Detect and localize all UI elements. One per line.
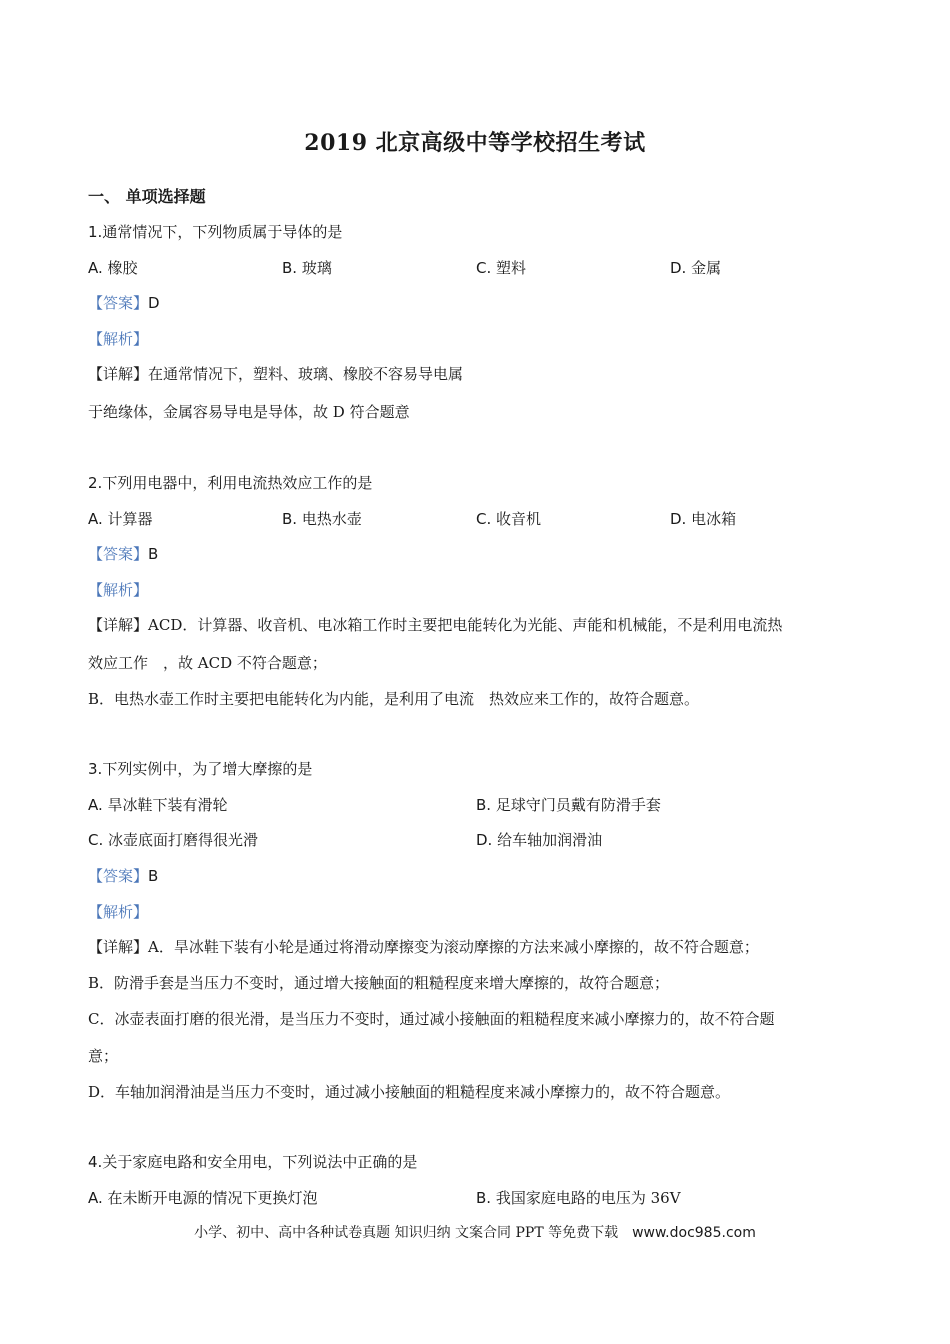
question-3-option-a: A. 旱冰鞋下装有滑轮 (88, 796, 228, 814)
question-4-option-a: A. 在未断开电源的情况下更换灯泡 (88, 1189, 318, 1207)
question-3-detail-c-cont: 意； (88, 1047, 119, 1065)
question-2-detail: 【详解】ACD．计算器、收音机、电冰箱工作时主要把电能转化为光能、声能和机械能，不是利用电流热 (88, 616, 783, 634)
section-heading: 一、 单项选择题 (88, 187, 206, 206)
question-2-detail-b: B．电热水壶工作时主要把电能转化为内能，是利用了电流 热效应来工作的，故符合题意。 (88, 690, 700, 708)
question-3-option-b: B. 足球守门员戴有防滑手套 (476, 796, 661, 814)
footer-text: 小学、初中、高中各种试卷真题 知识归纳 文案合同 PPT 等免费下载 (194, 1225, 619, 1241)
question-4-option-b: B. 我国家庭电路的电压为 36V (476, 1189, 681, 1207)
question-3-option-c: C. 冰壶底面打磨得很光滑 (88, 831, 259, 849)
question-3-detail: 【详解】A．旱冰鞋下装有小轮是通过将滑动摩擦变为滚动摩擦的方法来减小摩擦的，故不符合题意； (88, 938, 759, 956)
question-2-option-d: D. 电冰箱 (670, 510, 737, 528)
question-3-option-d: D. 给车轴加润滑油 (476, 831, 603, 849)
question-3-detail-d: D．车轴加润滑油是当压力不变时，通过减小接触面的粗糙程度来减小摩擦力的，故不符合题意。 (88, 1083, 731, 1101)
question-1-answer: 【答案】D (88, 294, 160, 312)
question-3-analysis-label: 【解析】 (88, 903, 149, 921)
question-2-option-b: B. 电热水壶 (282, 510, 362, 528)
question-4-stem: 4.关于家庭电路和安全用电，下列说法中正确的是 (88, 1153, 418, 1171)
question-1-stem: 1.通常情况下，下列物质属于导体的是 (88, 223, 343, 241)
question-2-detail-cont: 效应工作 ，故 ACD 不符合题意； (88, 654, 327, 672)
question-1-detail: 【详解】在通常情况下，塑料、玻璃、橡胶不容易导电属 (88, 365, 464, 383)
question-2-option-c: C. 收音机 (476, 510, 542, 528)
page-footer (0, 1222, 950, 1242)
question-1-option-d: D. 金属 (670, 259, 722, 277)
question-1-option-b: B. 玻璃 (282, 259, 332, 277)
question-3-stem: 3.下列实例中，为了增大摩擦的是 (88, 760, 313, 778)
question-1-detail-cont: 于绝缘体，金属容易导电是导体，故 D 符合题意 (88, 403, 410, 421)
question-3-detail-c: C．冰壶表面打磨的很光滑，是当压力不变时，通过减小接触面的粗糙程度来减小摩擦力的，故不符合题 (88, 1010, 775, 1028)
exam-title: 2019 北京高级中等学校招生考试 (304, 130, 646, 156)
question-2-stem: 2.下列用电器中，利用电流热效应工作的是 (88, 474, 373, 492)
question-1-option-c: C. 塑料 (476, 259, 527, 277)
question-1-option-a: A. 橡胶 (88, 259, 138, 277)
question-2-option-a: A. 计算器 (88, 510, 153, 528)
question-2-answer: 【答案】B (88, 545, 159, 563)
question-3-detail-b: B．防滑手套是当压力不变时，通过增大接触面的粗糙程度来增大摩擦的，故符合题意； (88, 974, 670, 992)
footer-url[interactable]: www.doc985.com (632, 1225, 756, 1241)
question-2-analysis-label: 【解析】 (88, 581, 149, 599)
question-1-analysis-label: 【解析】 (88, 330, 149, 348)
question-3-answer: 【答案】B (88, 867, 159, 885)
